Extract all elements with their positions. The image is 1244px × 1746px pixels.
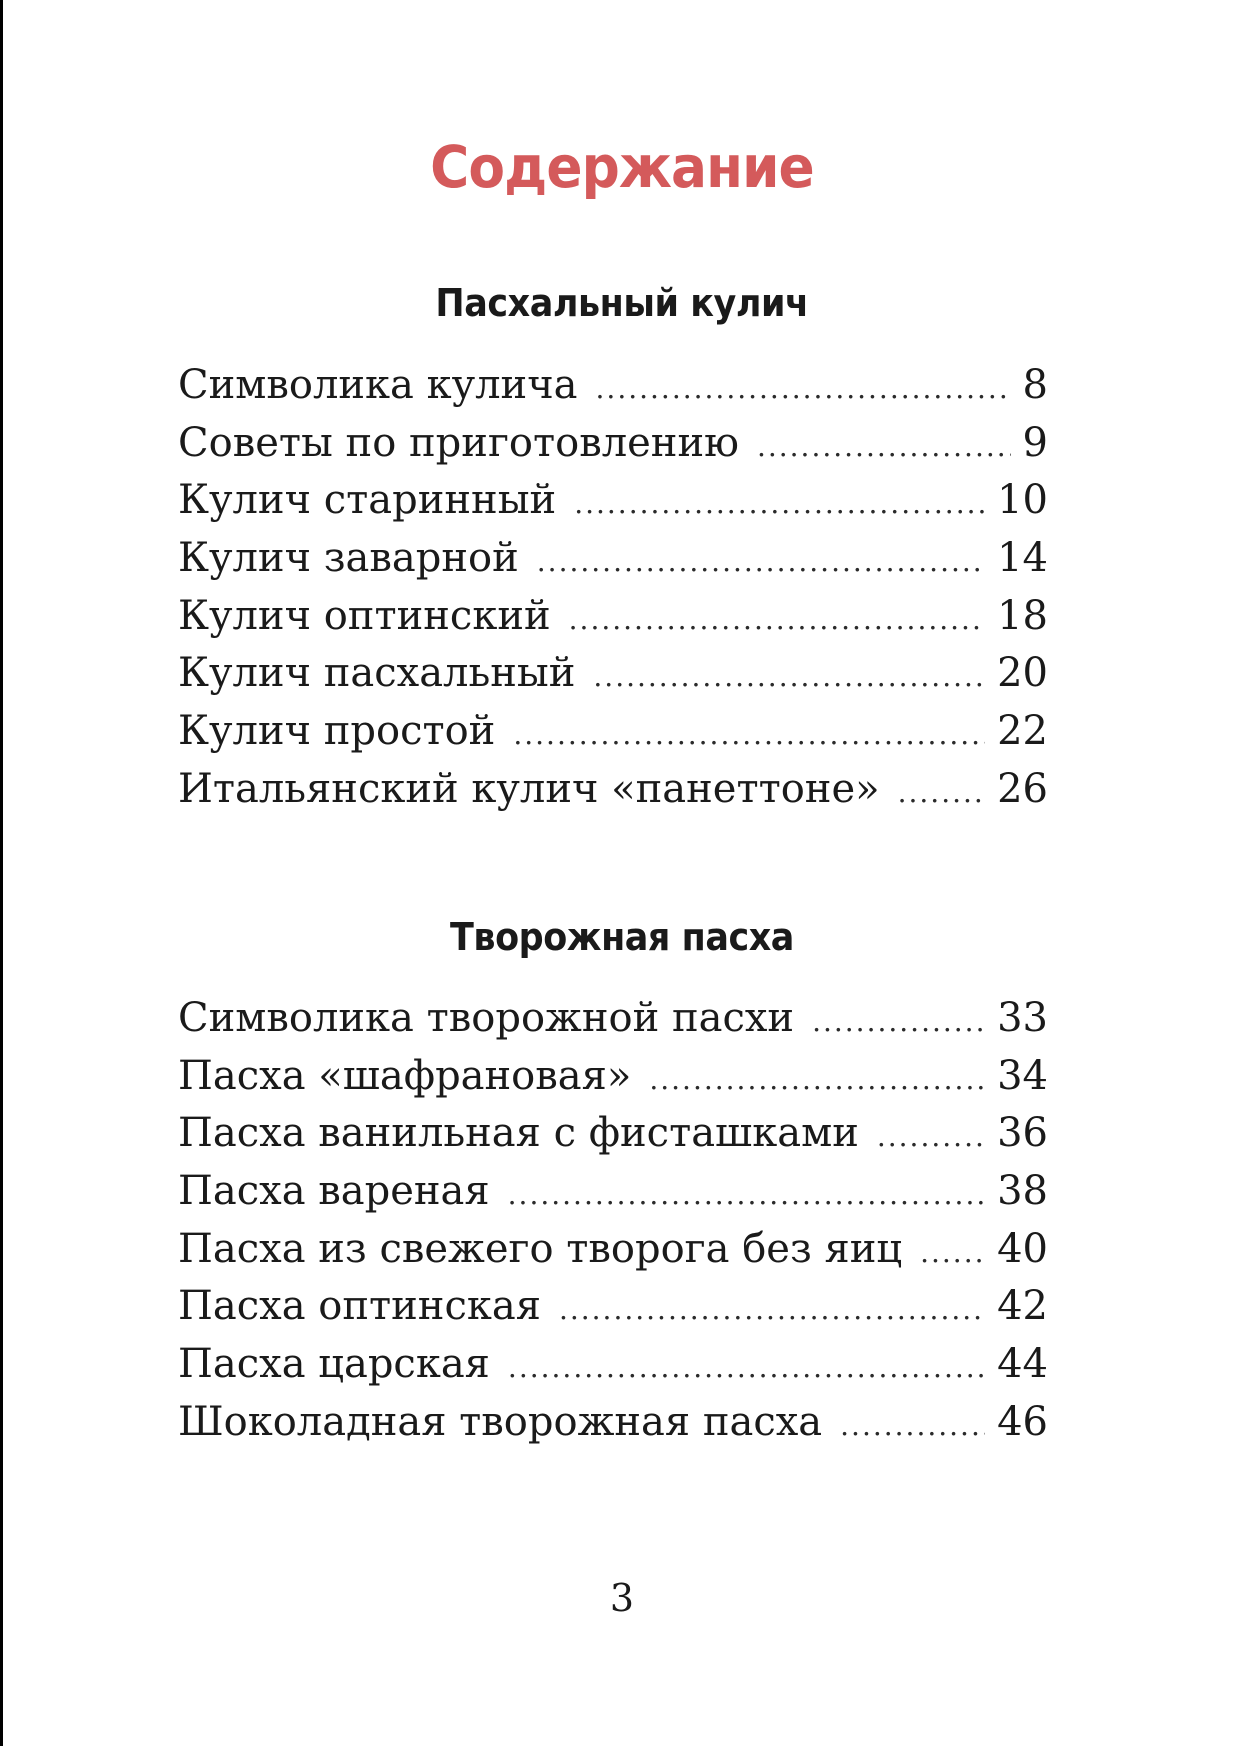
toc-entry-label: Символика кулича: [178, 362, 578, 408]
toc-entry-page: 14: [997, 535, 1048, 582]
toc-entry[interactable]: [178, 650, 1048, 708]
toc-entry-label: Пасха ванильная с фисташками: [178, 1110, 859, 1157]
toc-entry-label: Пасха вареная: [178, 1168, 490, 1215]
toc-entry[interactable]: [178, 1168, 1048, 1226]
toc-entry-page: 18: [997, 592, 1048, 639]
dot-leader: [593, 660, 985, 693]
toc-entry[interactable]: [178, 766, 1048, 824]
toc-entry-label: Кулич заварной: [178, 535, 519, 582]
page-number: 3: [609, 1576, 635, 1620]
toc-entry[interactable]: [178, 420, 1048, 478]
toc-entry-page: 42: [997, 1283, 1048, 1330]
dot-leader: [513, 718, 985, 751]
toc-entry-page: 33: [997, 995, 1048, 1041]
dot-leader: [877, 1120, 985, 1153]
toc-entry-page: 22: [997, 708, 1048, 755]
toc-entry[interactable]: [178, 1110, 1048, 1168]
toc-entry[interactable]: [178, 1399, 1048, 1457]
toc-entry-label: Итальянский кулич «панеттоне»: [178, 765, 880, 812]
dot-leader: [508, 1178, 985, 1211]
toc-entry-page: 34: [997, 1052, 1048, 1099]
section-heading-kulich: Пасхальный кулич: [435, 281, 809, 325]
toc-entry[interactable]: [178, 593, 1048, 651]
toc-entry-page: 44: [997, 1341, 1048, 1388]
dot-leader: [537, 545, 985, 578]
toc-entry-page: 9: [1022, 419, 1048, 466]
dot-leader: [508, 1351, 985, 1384]
toc-entry[interactable]: [178, 995, 1048, 1053]
toc-entry-page: 20: [997, 650, 1048, 697]
toc-entry-label: Советы по приготовлению: [178, 419, 739, 466]
dot-leader: [920, 1236, 985, 1269]
toc-entry-page: 46: [997, 1398, 1048, 1445]
toc-entry-page: 8: [1022, 362, 1048, 408]
toc-entry-label: Пасха царская: [178, 1341, 490, 1388]
toc-entry-page: 40: [997, 1225, 1048, 1272]
toc-entry-label: Шоколадная творожная пасха: [178, 1398, 823, 1445]
toc-entry-label: Кулич старинный: [178, 477, 557, 524]
toc-entry[interactable]: [178, 477, 1048, 535]
toc-entry-label: Кулич оптинский: [178, 592, 551, 639]
toc-entry-page: 10: [997, 477, 1048, 524]
toc-list-kulich: [178, 362, 1048, 824]
toc-entry[interactable]: [178, 362, 1048, 420]
toc-entry-label: Кулич пасхальный: [178, 650, 576, 697]
page-title: Содержание: [430, 133, 814, 201]
dot-leader: [840, 1409, 985, 1442]
toc-entry-label: Пасха оптинская: [178, 1283, 541, 1330]
section-heading-paskha: Творожная пасха: [450, 915, 794, 959]
dot-leader: [574, 487, 985, 520]
toc-entry-page: 26: [997, 765, 1048, 812]
toc-entry-label: Пасха из свежего творога без яиц: [178, 1225, 903, 1272]
toc-entry-page: 38: [997, 1168, 1048, 1215]
toc-entry[interactable]: [178, 1341, 1048, 1399]
toc-entry-label: Пасха «шафрановая»: [178, 1052, 632, 1099]
toc-entry[interactable]: [178, 1053, 1048, 1111]
toc-entry-label: Символика творожной пасхи: [178, 995, 795, 1041]
dot-leader: [812, 1005, 985, 1038]
dot-leader: [649, 1063, 985, 1096]
toc-entry[interactable]: [178, 535, 1048, 593]
dot-leader: [898, 776, 985, 809]
toc-entry-label: Кулич простой: [178, 708, 496, 755]
dot-leader: [596, 372, 1011, 405]
toc-entry-page: 36: [997, 1110, 1048, 1157]
dot-leader: [757, 430, 1011, 463]
toc-list-paskha: [178, 995, 1048, 1457]
page-edge: [0, 0, 3, 1746]
toc-entry[interactable]: [178, 708, 1048, 766]
toc-entry[interactable]: [178, 1226, 1048, 1284]
dot-leader: [569, 603, 985, 636]
toc-entry[interactable]: [178, 1283, 1048, 1341]
dot-leader: [559, 1293, 985, 1326]
